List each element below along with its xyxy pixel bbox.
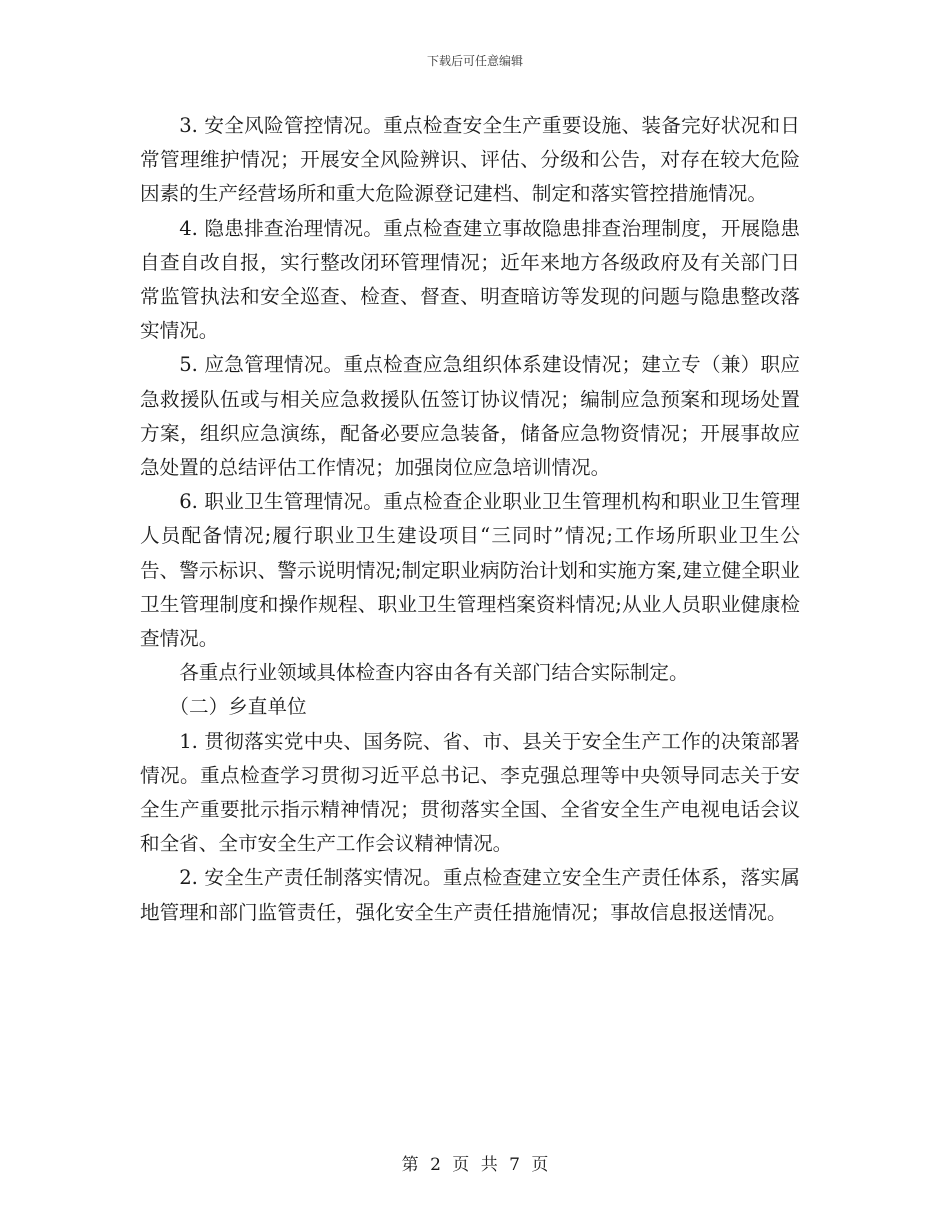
paragraph-responsibility-system: 2. 安全生产责任制落实情况。重点检查建立安全生产责任体系，落实属地管理和部门监管责任，强化安全生产责任措施情况；事故信息报送情况。 <box>140 866 800 924</box>
section-heading-township-units: （二）乡直单位 <box>169 695 307 719</box>
paragraph-policy-implementation: 1. 贯彻落实党中央、国务院、省、市、县关于安全生产工作的决策部署情况。重点检查学习贯彻习近平总书记、李克强总理等中央领导同志关于安全生产重要批示指示精神情况；贯彻落实全国、全省安全生产电视电话会议和全省、全市安全生产工作会议精神情况。 <box>140 729 800 856</box>
paragraph-hazard-investigation: 4. 隐患排查治理情况。重点检查建立事故隐患排查治理制度，开展隐患自查自改自报，实行整改闭环管理情况；近年来地方各级政府及有关部门日常监管执法和安全巡查、检查、督查、明查暗访等发现的问题与隐患整改落实情况。 <box>140 216 800 343</box>
paragraph-occupational-health: 6. 职业卫生管理情况。重点检查企业职业卫生管理机构和职业卫生管理人员配备情况;履行职业卫生建设项目“三同时”情况;工作场所职业卫生公告、警示标识、警示说明情况;制定职业病防治计划和实施方案,建立健全职业卫生管理制度和操作规程、职业卫生管理档案资料情况;从业人员职业健康检查情况。 <box>140 490 800 651</box>
paragraph-risk-control: 3. 安全风险管控情况。重点检查安全生产重要设施、装备完好状况和日常管理维护情况；开展安全风险辨识、评估、分级和公告，对存在较大危险因素的生产经营场所和重大危险源登记建档、制定和落实管控措施情况。 <box>140 114 800 206</box>
paragraph-industry-note: 各重点行业领域具体检查内容由各有关部门结合实际制定。 <box>179 661 689 685</box>
page-number: 第 2 页 共 7 页 <box>401 1155 549 1175</box>
document-body <box>140 109 800 930</box>
page-header: 下载后可任意编辑 <box>426 54 523 68</box>
paragraph-emergency-management: 5. 应急管理情况。重点检查应急组织体系建设情况；建立专（兼）职应急救援队伍或与相关应急救援队伍签订协议情况；编制应急预案和现场处置方案，组织应急演练，配备必要应急装备，储备应急物资情况；开展事故应急处置的总结评估工作情况；加强岗位应急培训情况。 <box>140 353 800 480</box>
